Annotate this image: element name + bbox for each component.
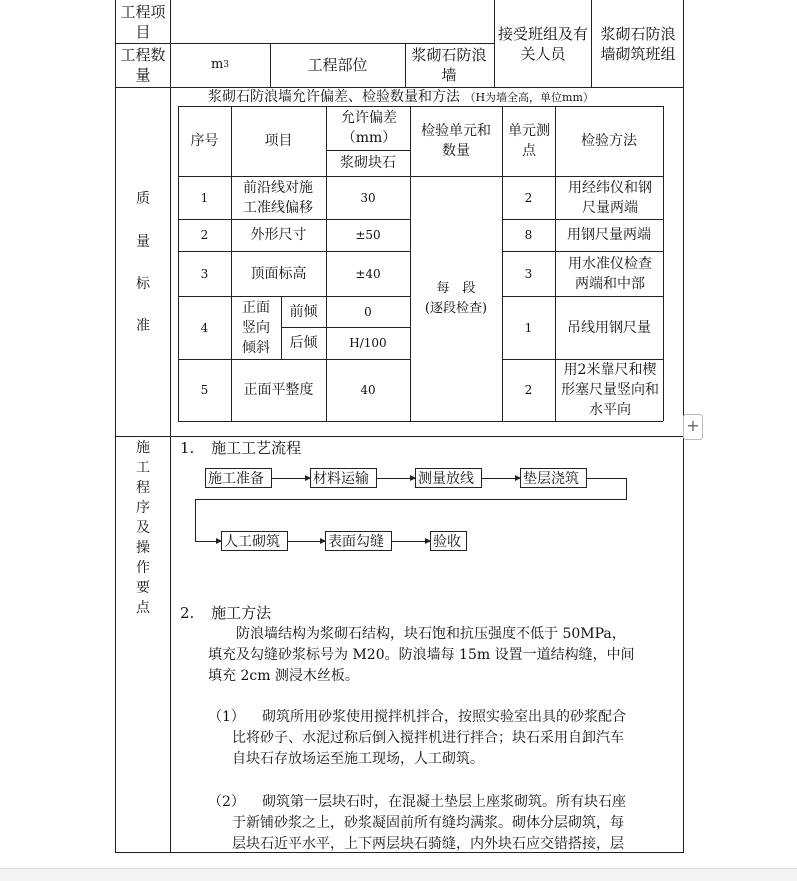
paragraph-line: 比将砂子、水泥过称后倒入搅拌机进行拌合；块石采用自卸汽车 — [232, 730, 624, 746]
quality-side-char: 质 — [136, 191, 150, 207]
row-item: 外形尺寸 — [250, 227, 307, 243]
row-method: 吊线用钢尺量 — [567, 319, 651, 336]
expand-table-button[interactable]: + — [683, 414, 703, 440]
col-header-points: 单元测点 — [508, 123, 550, 159]
row-item: 正面平整度 — [243, 382, 314, 398]
row-sub-front: 前倾 — [289, 304, 318, 320]
quality-side-char: 量 — [136, 234, 150, 250]
row-tolerance: 40 — [360, 383, 376, 397]
row-no: 5 — [200, 383, 209, 397]
row-item: 正面竖向倾斜 — [242, 299, 270, 356]
procedure-side-char: 工 — [136, 460, 150, 476]
row-tolerance: ±50 — [355, 228, 381, 242]
row-sub-back: 后倾 — [289, 335, 318, 351]
paragraph-line: 填充 2cm 测浸木丝板。 — [208, 668, 359, 684]
procedure-side-char: 序 — [136, 500, 150, 516]
flow-arrow — [482, 478, 520, 479]
procedure-side-char: 要 — [136, 580, 150, 596]
quantity-unit-exp: 3 — [223, 60, 230, 70]
quality-side-char: 准 — [136, 318, 150, 334]
row-method: 用2米靠尺和楔形塞尺量竖向和水平向 — [561, 362, 659, 418]
procedure-side-char: 点 — [136, 600, 150, 616]
row-method: 用水准仪检查两端和中部 — [568, 255, 652, 292]
row-tolerance-back: H/100 — [349, 336, 387, 350]
flow-step: 人工砌筑 — [221, 531, 288, 551]
row-no: 4 — [200, 320, 209, 335]
flow-connector — [195, 499, 627, 500]
row-tolerance: 30 — [360, 190, 376, 205]
section1-heading — [180, 438, 301, 459]
receiver-value: 浆砌石防浪墙砌筑班组 — [600, 25, 676, 63]
paragraph-line: 层块石近平水平，上下两层块石骑缝，内外块石应交错搭接，层 — [232, 836, 624, 852]
procedure-side-char: 作 — [136, 560, 150, 576]
unit-value — [411, 177, 501, 420]
flow-step: 垫层浇筑 — [520, 468, 587, 488]
item-number: （1） — [208, 709, 245, 725]
row-method: 用经纬仪和钢尺量两端 — [568, 179, 652, 216]
quality-table-title — [208, 87, 594, 108]
part-value: 浆砌石防浪墙 — [411, 46, 487, 84]
row-item: 前沿线对施工准线偏移 — [243, 179, 313, 216]
row-points: 2 — [524, 190, 533, 205]
flow-arrow — [392, 541, 430, 542]
flow-connector — [626, 478, 627, 500]
row-points: 3 — [524, 266, 533, 281]
receiver-label: 接受班组及有关人员 — [498, 25, 589, 63]
paragraph-line: 填充及勾缝砂浆标号为 M20。防浪墙每 15m 设置一道结构缝，中间 — [208, 647, 635, 663]
quantity-unit — [172, 45, 268, 85]
section2-title: 施工方法 — [211, 604, 272, 622]
col-header-item: 项目 — [264, 133, 293, 149]
flow-arrow — [272, 478, 310, 479]
row-points: 2 — [524, 383, 533, 397]
flow-arrow — [377, 478, 415, 479]
quantity-unit-base: m — [210, 57, 224, 72]
flow-step: 表面勾缝 — [325, 531, 392, 551]
row-tolerance-front: 0 — [364, 305, 372, 319]
row-points: 1 — [524, 320, 533, 335]
section2-heading — [180, 603, 271, 624]
section1-title: 施工工艺流程 — [211, 439, 302, 457]
flow-step: 材料运输 — [310, 468, 377, 488]
row-no: 1 — [200, 190, 209, 205]
procedure-side-char: 施 — [136, 440, 150, 456]
flow-step: 施工准备 — [205, 468, 272, 488]
row-method: 用钢尺量两端 — [567, 227, 651, 243]
flow-connector — [195, 499, 196, 541]
col-header-method: 检验方法 — [581, 133, 637, 149]
section2-number: 2. — [180, 604, 195, 622]
section1-number: 1. — [180, 439, 195, 457]
item-number: （2） — [208, 794, 245, 810]
procedure-side-char: 程 — [136, 480, 150, 496]
paragraph-line: 自块石存放场运至施工现场，人工砌筑。 — [232, 751, 484, 767]
project-label: 工程项目 — [120, 3, 166, 41]
col-header-tolerance: 允许偏差（mm） — [341, 110, 397, 146]
flow-arrow — [195, 541, 221, 542]
row-no: 2 — [200, 228, 209, 242]
procedure-side-char: 操 — [136, 540, 150, 556]
paragraph-line: 防浪墙结构为浆砌石结构，块石饱和抗压强度不低于 50MPa， — [208, 626, 626, 642]
unit-value-line1: 每 段 — [436, 280, 476, 296]
flow-step: 验收 — [430, 531, 467, 551]
col-header-tolerance-sub: 浆砌块石 — [340, 155, 396, 171]
col-header-unit: 检验单元和数量 — [421, 123, 491, 159]
page-bottom-edge — [0, 868, 797, 881]
flow-step: 测量放线 — [415, 468, 482, 488]
row-points: 8 — [524, 228, 533, 242]
quality-side-char: 标 — [136, 276, 150, 292]
row-tolerance: ±40 — [355, 266, 381, 281]
row-no: 3 — [200, 266, 209, 281]
part-label: 工程部位 — [307, 56, 368, 74]
paragraph-line: 砌筑第一层块石时，在混凝土垫层上座浆砌筑。所有块石座 — [262, 794, 626, 810]
quantity-label: 工程数量 — [120, 46, 166, 84]
quality-title-note: （H为墙全高，单位mm） — [464, 91, 594, 104]
row-item: 顶面标高 — [250, 265, 307, 282]
unit-value-line2: (逐段检查) — [424, 300, 488, 316]
paragraph-line: 砌筑所用砂浆使用搅拌机拌合，按照实验室出具的砂浆配合 — [262, 709, 626, 725]
flow-arrow — [288, 541, 325, 542]
procedure-side-char: 及 — [136, 520, 150, 536]
col-header-no: 序号 — [190, 133, 219, 149]
quality-title: 浆砌石防浪墙允许偏差、检验数量和方法 — [208, 89, 460, 105]
paragraph-line: 于新铺砂浆之上，砂浆凝固前所有缝均满浆。砌体分层砌筑，每 — [232, 815, 624, 831]
flow-connector — [587, 478, 626, 479]
